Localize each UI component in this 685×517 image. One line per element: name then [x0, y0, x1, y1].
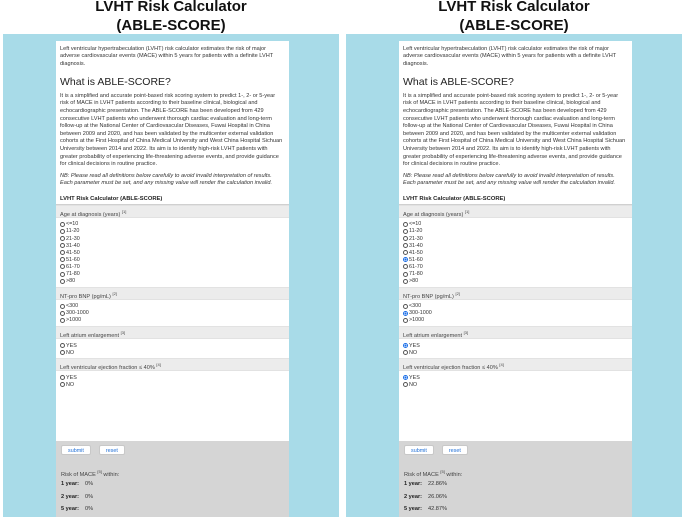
la-options [56, 339, 289, 358]
title-line-1: LVHT Risk Calculator [438, 0, 590, 15]
bnp-option[interactable] [60, 317, 285, 324]
radio-button[interactable] [403, 311, 408, 316]
submit-button[interactable]: submit [61, 445, 91, 455]
age-option[interactable] [403, 221, 628, 228]
age-option-label: >80 [409, 278, 419, 285]
radio-button[interactable] [403, 304, 408, 309]
lvef-label-text: Left ventricular ejection fraction ≤ 40% [403, 365, 498, 371]
la-option-label: NO [409, 349, 418, 356]
la-option[interactable] [403, 342, 628, 349]
risk-value-5y: 42.87% [428, 506, 447, 513]
bnp-label [399, 287, 632, 300]
section-lvef [399, 358, 632, 390]
lvef-ref[interactable]: [4] [499, 362, 504, 368]
button-row [404, 445, 627, 455]
nb-note: NB: Please read all definitions below carefully to avoid invalid interpretation of results. Each parameter must be set, and any missing value will render the calculation invalid. [60, 172, 273, 187]
radio-button[interactable] [403, 350, 408, 355]
bnp-ref[interactable]: [2] [112, 290, 117, 296]
calculator-frame [346, 34, 682, 517]
calculator-frame [3, 34, 339, 517]
risk-row-1y [404, 478, 627, 491]
lvef-ref[interactable]: [4] [156, 362, 161, 368]
age-option[interactable] [60, 242, 285, 249]
age-option-label: 31-40 [66, 242, 80, 249]
risk-label-1y: 1 year: [404, 481, 423, 488]
lvef-option[interactable] [403, 381, 628, 388]
risk-label-2y: 2 year: [61, 493, 80, 500]
section-age [399, 205, 632, 287]
title-line-1: LVHT Risk Calculator [95, 0, 247, 15]
age-label-text: Age at diagnosis (years) [403, 211, 464, 218]
risk-value-5y: 0% [85, 506, 94, 513]
age-option[interactable] [403, 228, 628, 235]
age-option-label: 61-70 [409, 263, 423, 270]
radio-button[interactable] [403, 243, 408, 248]
la-label-text: Left atrium enlargement [403, 332, 463, 339]
risk-row-1y [61, 478, 284, 491]
age-option-label: 41-50 [66, 249, 80, 256]
bnp-option[interactable] [60, 303, 285, 310]
page-title [0, 0, 342, 35]
radio-button[interactable] [60, 350, 65, 355]
lvef-option[interactable] [60, 374, 285, 381]
bnp-options [56, 300, 289, 326]
radio-button[interactable] [60, 250, 65, 255]
radio-button[interactable] [60, 304, 65, 309]
bnp-option[interactable] [403, 310, 628, 317]
calculator-title: LVHT Risk Calculator (ABLE-SCORE) [56, 193, 289, 205]
description-text: It is a simplified and accurate point-based risk scoring system to predict 1-, 2- or 5-year risk of MACE in LVHT patients according to their baseline clinical, biological and echocardiographic presentation. The ABLE-SCORE has been developed from 429 consecutive LVHT patients who underwent thorough cardiac evaluation and long-term follow-up at the National Center of Cardiovascular Diseases, Fuwai Hospital in China between 2009 and 2020, and has been validated by the multicenter external validation cohorts at the First Hospital of China Medical University and West China Hospital Sichuan University between 2014 and 2022. Its aim is to identify high-risk LVHT patients with greater probability of experiencing life-threatening adverse events, and provide guidance for clinical decisions in routine practice. [403, 92, 626, 168]
age-option-label: 11-20 [66, 228, 80, 235]
bnp-ref[interactable]: [2] [455, 290, 460, 296]
age-option-label: 31-40 [409, 242, 423, 249]
la-option-label: NO [66, 349, 75, 356]
bnp-label-text: NT-pro BNP (pg/mL) [60, 293, 111, 300]
risk-heading [404, 469, 627, 478]
age-option-label: 71-80 [66, 271, 80, 278]
age-option[interactable] [60, 270, 285, 277]
radio-button[interactable] [403, 236, 408, 241]
lvef-label [56, 358, 289, 371]
risk-value-1y: 22.86% [428, 481, 447, 488]
radio-button[interactable] [60, 311, 65, 316]
section-age [56, 205, 289, 287]
lvef-options [56, 371, 289, 390]
risk-label-5y: 5 year: [61, 506, 80, 513]
age-option-label: 71-80 [409, 271, 423, 278]
calculator-content [399, 41, 632, 517]
bnp-label-text: NT-pro BNP (pg/mL) [403, 293, 454, 300]
age-option-label: <=10 [409, 221, 422, 228]
bnp-option-label: <300 [66, 303, 79, 310]
bnp-option-label: >1000 [66, 317, 82, 324]
radio-button[interactable] [403, 343, 408, 348]
radio-button[interactable] [60, 272, 65, 277]
radio-button[interactable] [403, 375, 408, 380]
age-option[interactable] [60, 249, 285, 256]
risk-label-5y: 5 year: [404, 506, 423, 513]
age-option[interactable] [403, 249, 628, 256]
radio-button[interactable] [60, 279, 65, 284]
age-label-text: Age at diagnosis (years) [60, 211, 121, 218]
risk-row-5y [61, 503, 284, 516]
panel-empty [0, 0, 342, 517]
bnp-option-label: <300 [409, 303, 422, 310]
radio-button[interactable] [60, 343, 65, 348]
reset-button[interactable]: reset [442, 445, 468, 455]
age-options [399, 218, 632, 287]
age-option-label: 41-50 [409, 249, 423, 256]
results-footer [399, 441, 632, 517]
submit-button[interactable]: submit [404, 445, 434, 455]
age-ref[interactable]: [1] [121, 208, 127, 214]
age-option[interactable] [403, 242, 628, 249]
age-option[interactable] [60, 256, 285, 263]
bnp-options [399, 300, 632, 326]
lvef-option-label: YES [409, 374, 420, 381]
age-option[interactable] [403, 235, 628, 242]
lvef-option[interactable] [60, 381, 285, 388]
what-heading: What is ABLE-SCORE? [403, 75, 514, 88]
title-line-2: (ABLE-SCORE) [116, 17, 226, 34]
lvef-option-label: NO [66, 381, 75, 388]
bnp-option-label: 300-1000 [409, 310, 432, 317]
description-text: It is a simplified and accurate point-based risk scoring system to predict 1-, 2- or 5-year risk of MACE in LVHT patients according to their baseline clinical, biological and echocardiographic presentation. The ABLE-SCORE has been developed from 429 consecutive LVHT patients who underwent thorough cardiac evaluation and long-term follow-up at the National Center of Cardiovascular Diseases, Fuwai Hospital in China between 2009 and 2020, and has been validated by the multicenter external validation cohorts at the First Hospital of China Medical University and West China Hospital Sichuan University between 2014 and 2022. Its aim is to identify high-risk LVHT patients with greater probability of experiencing life-threatening adverse events, and provide guidance for clinical decisions in routine practice. [60, 92, 283, 168]
age-option-label: 61-70 [66, 263, 80, 270]
risk-value-2y: 0% [85, 493, 94, 500]
bnp-option[interactable] [60, 310, 285, 317]
lvef-option-label: YES [66, 374, 77, 381]
risk-row-2y [61, 490, 284, 503]
age-option-label: <=10 [66, 221, 79, 228]
risk-ref[interactable]: [5] [440, 469, 445, 474]
risk-within: within: [101, 471, 120, 478]
age-option[interactable] [60, 221, 285, 228]
title-line-2: (ABLE-SCORE) [459, 17, 569, 34]
la-option-label: YES [66, 342, 77, 349]
section-bnp [399, 287, 632, 326]
section-la [56, 326, 289, 358]
risk-label-1y: 1 year: [61, 481, 80, 488]
radio-button[interactable] [60, 257, 65, 262]
intro-text: Left ventricular hypertrabeculation (LVHT) risk calculator estimates the risk of major adverse cardiovascular events (MACE) within 5 years for patients with a definite LVHT diagnosis. [403, 46, 617, 67]
lvef-option[interactable] [403, 374, 628, 381]
age-option[interactable] [403, 278, 628, 285]
panel-filled [343, 0, 685, 517]
la-label [399, 326, 632, 339]
calculator-title: LVHT Risk Calculator (ABLE-SCORE) [399, 193, 632, 205]
age-ref[interactable]: [1] [464, 208, 470, 214]
age-option-label: >80 [66, 278, 76, 285]
la-option[interactable] [60, 342, 285, 349]
age-option-label: 21-30 [66, 235, 80, 242]
age-option-label: 51-60 [409, 256, 423, 263]
what-heading: What is ABLE-SCORE? [60, 75, 171, 88]
radio-button[interactable] [403, 250, 408, 255]
risk-heading [61, 469, 284, 478]
age-option-label: 51-60 [66, 256, 80, 263]
age-option[interactable] [403, 263, 628, 270]
la-label-text: Left atrium enlargement [60, 332, 120, 339]
bnp-option[interactable] [403, 317, 628, 324]
bnp-option-label: 300-1000 [66, 310, 89, 317]
risk-within: within: [444, 471, 463, 478]
section-la [399, 326, 632, 358]
risk-value-2y: 26.06% [428, 493, 447, 500]
age-option[interactable] [60, 228, 285, 235]
la-option[interactable] [60, 349, 285, 356]
age-label [399, 205, 632, 218]
risk-ref[interactable]: [5] [97, 469, 102, 474]
la-ref[interactable]: [3] [120, 329, 126, 335]
risk-row-2y [404, 490, 627, 503]
nb-note: NB: Please read all definitions below carefully to avoid invalid interpretation of results. Each parameter must be set, and any missing value will render the calculation invalid. [403, 172, 616, 187]
bnp-option-label: >1000 [409, 317, 425, 324]
lvef-label [399, 358, 632, 371]
radio-button[interactable] [403, 229, 408, 234]
intro-text: Left ventricular hypertrabeculation (LVHT) risk calculator estimates the risk of major adverse cardiovascular events (MACE) within 5 years for patients with a definite LVHT diagnosis. [60, 46, 274, 67]
age-option[interactable] [403, 270, 628, 277]
age-option[interactable] [60, 278, 285, 285]
age-option[interactable] [60, 235, 285, 242]
radio-button[interactable] [403, 264, 408, 269]
bnp-label [56, 287, 289, 300]
radio-button[interactable] [403, 272, 408, 277]
radio-button[interactable] [60, 375, 65, 380]
radio-button[interactable] [403, 382, 408, 387]
results-footer [56, 441, 289, 517]
lvef-option-label: NO [409, 381, 418, 388]
radio-button[interactable] [60, 222, 65, 227]
la-option[interactable] [403, 349, 628, 356]
reset-button[interactable]: reset [99, 445, 125, 455]
age-option-label: 21-30 [409, 235, 423, 242]
section-lvef [56, 358, 289, 390]
radio-button[interactable] [60, 264, 65, 269]
risk-value-1y: 0% [85, 481, 94, 488]
risk-label-2y: 2 year: [404, 493, 423, 500]
radio-button[interactable] [60, 229, 65, 234]
risk-row-5y [404, 503, 627, 516]
radio-button[interactable] [60, 243, 65, 248]
radio-button[interactable] [60, 318, 65, 323]
section-bnp [56, 287, 289, 326]
la-label [56, 326, 289, 339]
lvef-options [399, 371, 632, 390]
radio-button[interactable] [403, 257, 408, 262]
page-title [343, 0, 685, 35]
la-option-label: YES [409, 342, 420, 349]
radio-button[interactable] [403, 279, 408, 284]
radio-button[interactable] [403, 222, 408, 227]
age-options [56, 218, 289, 287]
la-ref[interactable]: [3] [463, 329, 469, 335]
risk-heading-text: Risk of MACE [61, 471, 96, 478]
radio-button[interactable] [60, 236, 65, 241]
la-options [399, 339, 632, 358]
radio-button[interactable] [403, 318, 408, 323]
risk-heading-text: Risk of MACE [404, 471, 439, 478]
age-label [56, 205, 289, 218]
calculator-content [56, 41, 289, 517]
age-option[interactable] [403, 256, 628, 263]
age-option[interactable] [60, 263, 285, 270]
lvef-label-text: Left ventricular ejection fraction ≤ 40% [60, 365, 155, 371]
radio-button[interactable] [60, 382, 65, 387]
age-option-label: 11-20 [409, 228, 423, 235]
button-row [61, 445, 284, 455]
bnp-option[interactable] [403, 303, 628, 310]
